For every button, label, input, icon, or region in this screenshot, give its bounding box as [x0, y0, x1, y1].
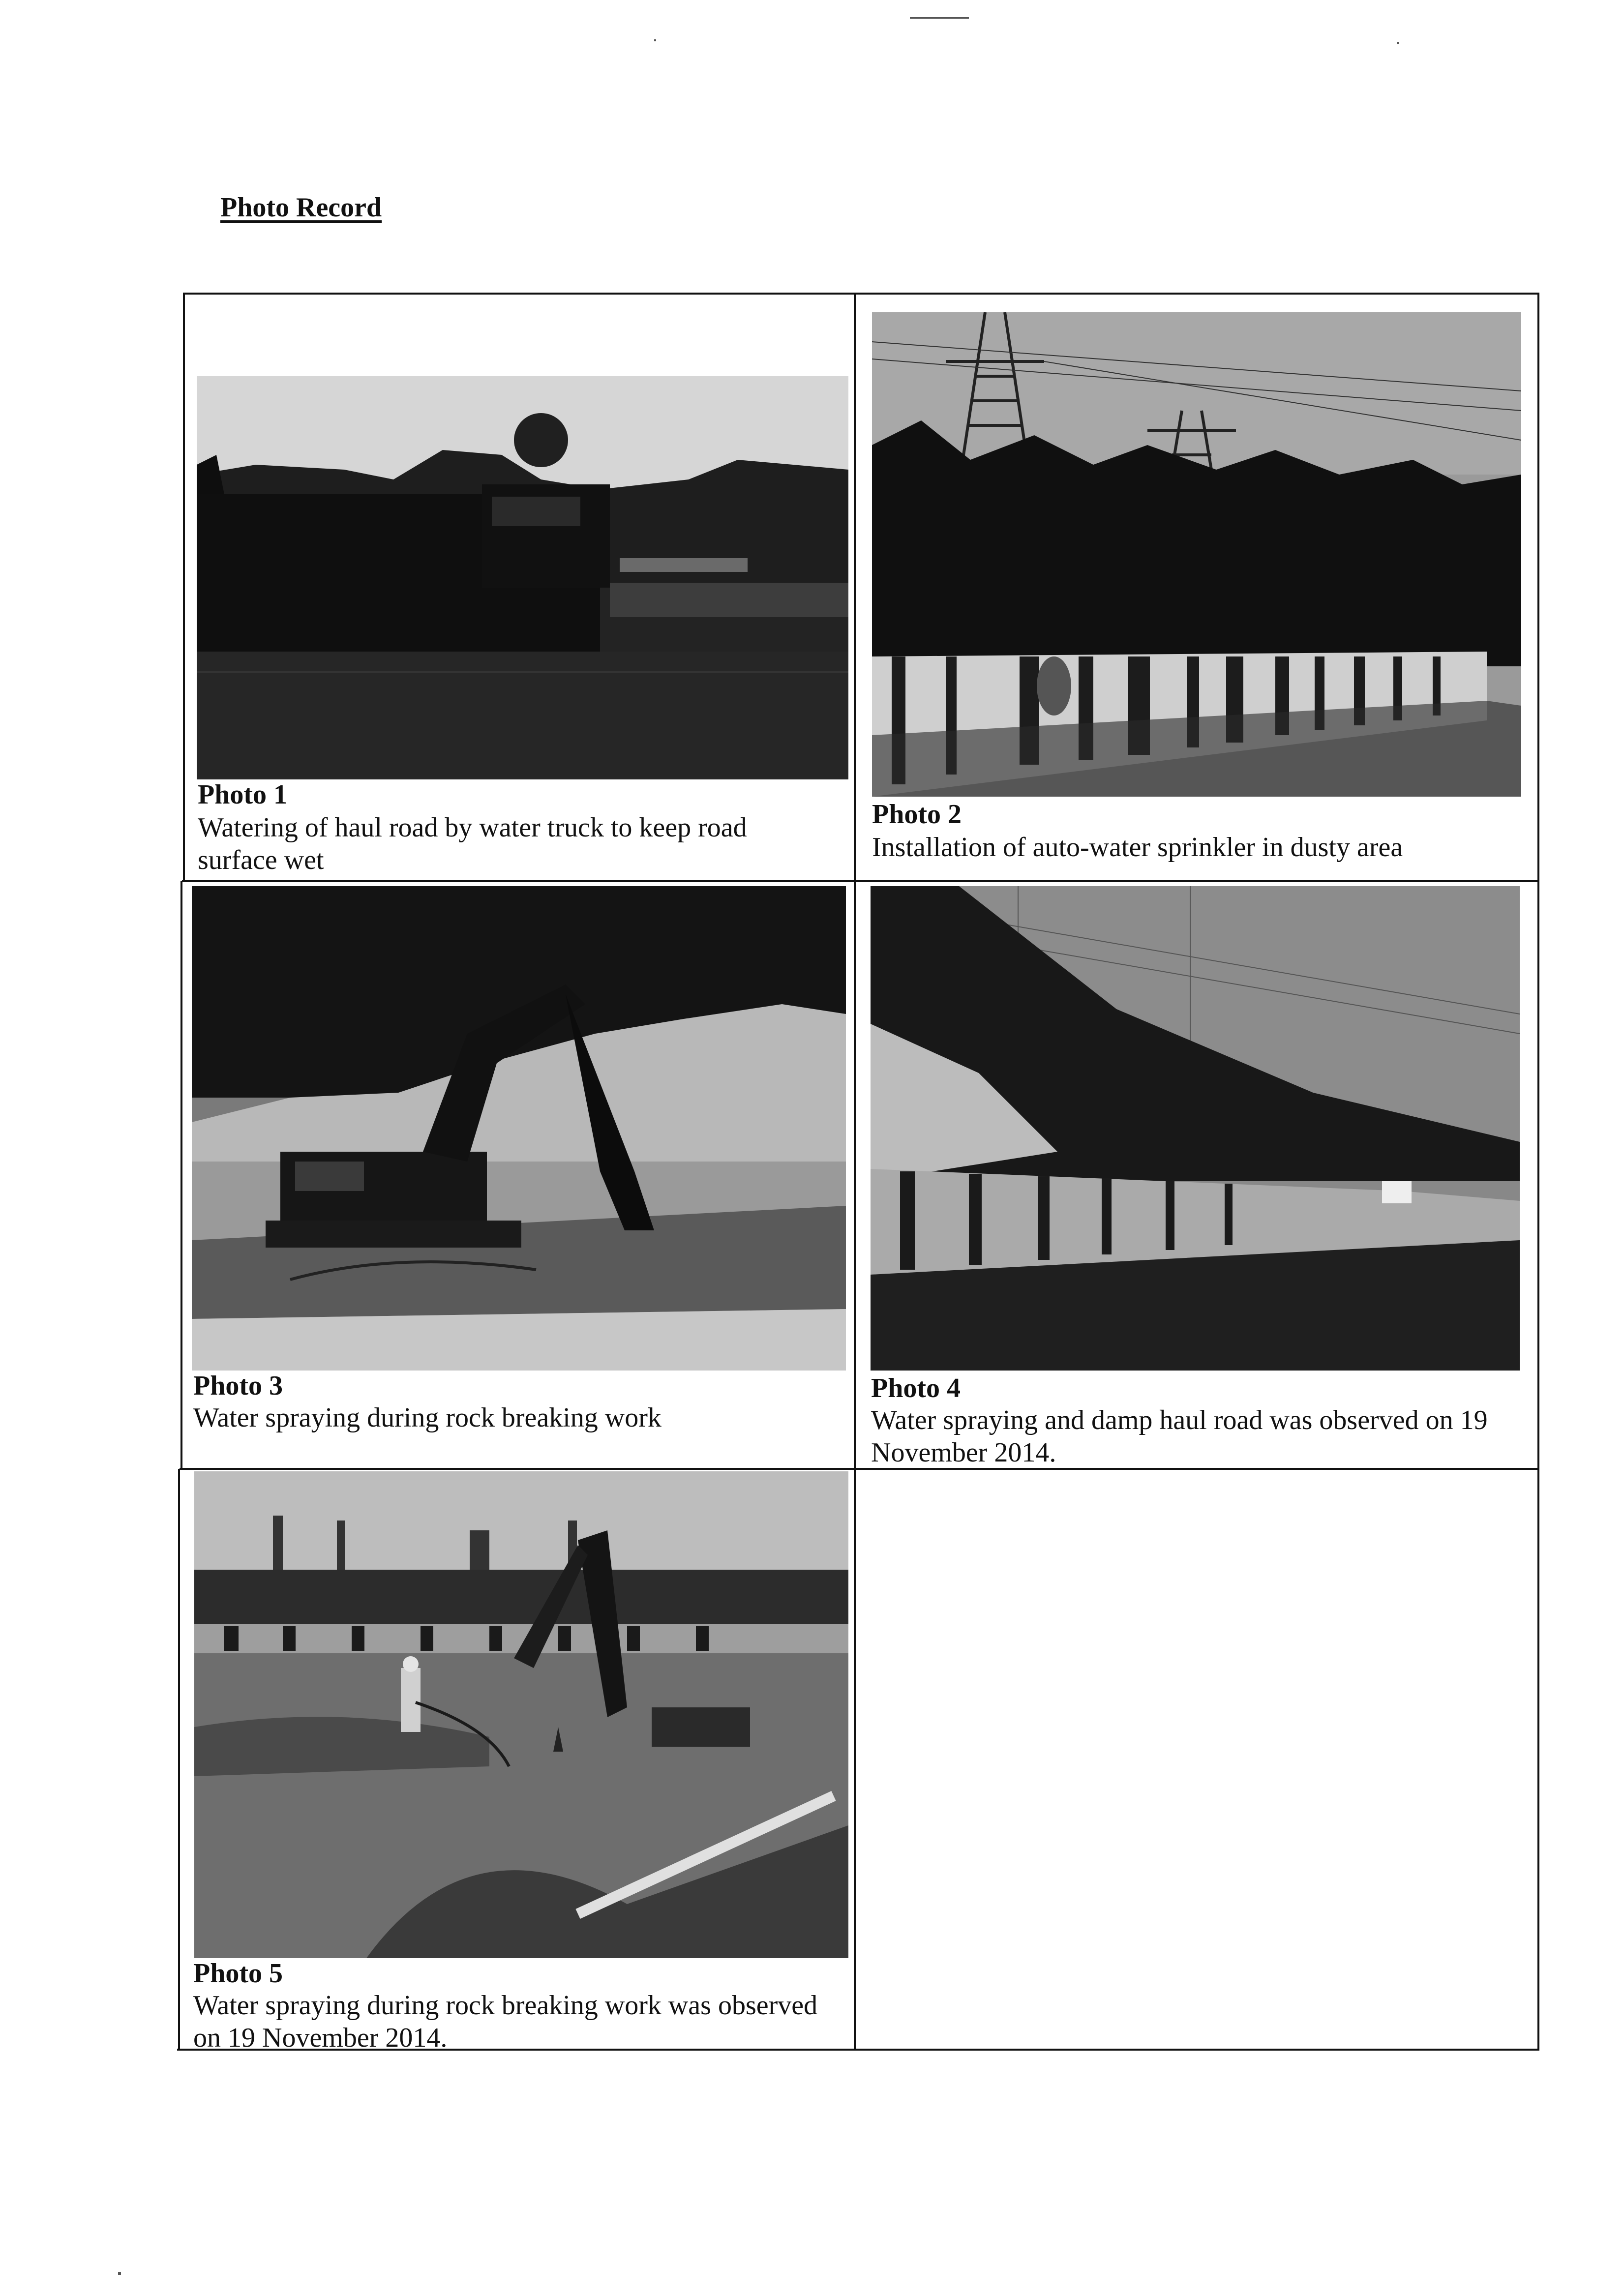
photo-cell-1	[177, 293, 855, 881]
photo-2-label: Photo 2	[872, 799, 962, 830]
photo-cell-5	[177, 1469, 855, 2053]
photo-cell-2	[855, 293, 1538, 881]
photo-4-label: Photo 4	[871, 1373, 961, 1403]
photo-5-image	[194, 1471, 848, 1958]
photo-4-image	[871, 886, 1520, 1371]
photo-3-caption: Water spraying during rock breaking work	[193, 1402, 662, 1433]
photo-2-caption: Installation of auto-water sprinkler in dusty area	[872, 832, 1403, 863]
photo-1-caption: Watering of haul road by water truck to keep road surface wet	[198, 812, 747, 875]
photo-4-caption: Water spraying and damp haul road was observed on 19 November 2014.	[871, 1405, 1488, 1468]
photo-cell-4	[855, 881, 1538, 1469]
page-title: Photo Record	[220, 192, 382, 223]
scan-artifact	[118, 2272, 121, 2275]
scan-artifact	[654, 39, 656, 41]
scan-artifact	[910, 17, 969, 19]
scan-artifact	[1397, 42, 1399, 44]
photo-3-image	[192, 886, 846, 1371]
photo-2-image	[872, 312, 1521, 797]
photo-5-caption: Water spraying during rock breaking work was observed on 19 November 2014.	[193, 1990, 818, 2053]
photo-1-image	[197, 376, 848, 779]
photo-3-label: Photo 3	[193, 1371, 283, 1401]
photo-5-label: Photo 5	[193, 1958, 283, 1989]
photo-1-label: Photo 1	[198, 779, 287, 810]
photo-cell-3	[177, 881, 855, 1469]
photo-record-table	[177, 293, 1539, 2051]
